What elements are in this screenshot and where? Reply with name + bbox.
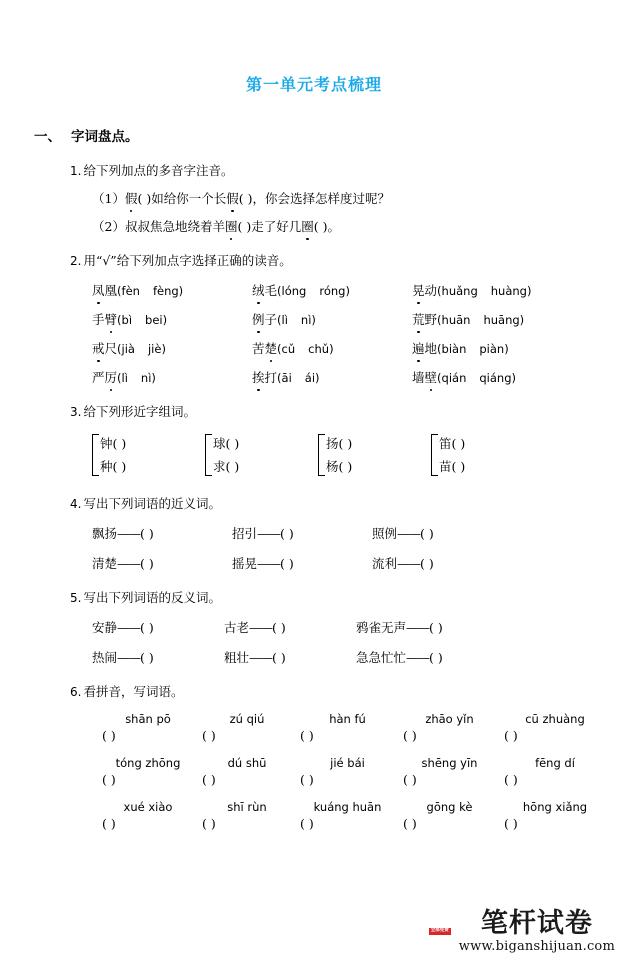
answer-blank[interactable]: ( ) [272, 620, 286, 635]
synonym-word: 招引 [232, 526, 258, 541]
answer-blank[interactable]: ( ) [429, 650, 443, 665]
pinyin-syllable: shān pō [125, 712, 171, 726]
page-title: 第一单元考点梳理 [245, 75, 382, 94]
q1-l1-dotted-char-2: 假 [226, 191, 239, 206]
pinyin-syllable: xué xiào [123, 800, 173, 814]
question-1-title [70, 161, 628, 179]
pinyin-word-dotted: 楚 [264, 341, 278, 356]
answer-blank[interactable]: ( ) [112, 459, 127, 474]
question-5 [70, 588, 628, 666]
dash-icon: —— [117, 526, 141, 541]
similar-char: 笛 [439, 436, 452, 451]
question-5-text: 写出下列词语的反义词。 [83, 590, 221, 605]
question-3 [70, 402, 628, 478]
q1-l2-mid: 走了好几 [251, 219, 302, 234]
pinyin-word-post: 子 [264, 312, 278, 327]
pinyin-option-b[interactable]: bei [145, 313, 163, 327]
pinyin-choice-item[interactable]: 遍地(biàn piàn) [412, 341, 509, 356]
pinyin-option-a[interactable]: qián [441, 371, 467, 385]
pinyin-word-post: 凰 [104, 283, 118, 298]
q1-l1-tail: ，你会选择怎样度过呢？ [252, 191, 390, 206]
question-1-number: 1. [70, 164, 82, 178]
answer-blank[interactable]: ( ) [504, 816, 518, 831]
similar-char-group [318, 432, 431, 478]
dash-icon: —— [117, 620, 141, 635]
synonym-word: 流利 [372, 556, 398, 571]
antonym-word: 急急忙忙 [356, 650, 407, 665]
antonym-item[interactable] [356, 618, 546, 636]
pinyin-option-b[interactable]: chǔ [308, 342, 330, 356]
answer-blank[interactable]: ( ) [140, 650, 154, 665]
pinyin-option-a[interactable]: jià [121, 342, 135, 356]
pinyin-option-b[interactable]: huàng [490, 284, 527, 298]
pinyin-word-dotted: 壁 [424, 370, 438, 385]
answer-blank[interactable]: ( ) [280, 556, 294, 571]
pinyin-word-post: 动 [424, 283, 438, 298]
dash-icon: —— [397, 556, 421, 571]
pinyin-word-post: 野 [424, 312, 438, 327]
question-3-text: 给下列形近字组词。 [83, 404, 196, 419]
pinyin-option-b[interactable]: ái [304, 371, 316, 385]
question-6-title [70, 682, 628, 700]
answer-blank[interactable]: ( ) [140, 620, 154, 635]
q1-l2-blank-1[interactable]: ( ) [237, 219, 252, 234]
pinyin-option-a[interactable]: huǎng [441, 284, 478, 298]
dash-icon: —— [406, 620, 430, 635]
pinyin-option-a[interactable]: cǔ [281, 342, 296, 356]
antonym-item[interactable] [356, 648, 546, 666]
dash-icon: —— [249, 620, 273, 635]
dash-icon: —— [397, 526, 421, 541]
pinyin-word-pre: 手 [92, 312, 105, 327]
similar-char-group [205, 432, 318, 478]
brace-icon [92, 434, 99, 476]
pinyin-syllable: hàn fú [329, 712, 366, 726]
question-6-number: 6. [70, 685, 82, 699]
pinyin-choice-item[interactable]: 墙壁(qián qiáng) [412, 370, 517, 385]
question-6-grid [98, 712, 628, 831]
answer-blank[interactable]: ( ) [202, 728, 216, 743]
dash-icon: —— [257, 526, 281, 541]
answer-blank[interactable]: ( ) [225, 436, 240, 451]
question-1-line-1 [92, 189, 628, 207]
dash-icon: —— [249, 650, 273, 665]
question-4-title [70, 494, 628, 512]
pinyin-choice-item[interactable]: 戒尺(jià jiè) [92, 341, 166, 356]
pinyin-choice-item[interactable]: 挨打(āi ái) [252, 370, 320, 385]
answer-blank[interactable]: ( ) [102, 816, 116, 831]
dash-icon: —— [406, 650, 430, 665]
similar-char: 种 [100, 459, 113, 474]
q1-l2-blank-2[interactable]: ( ) [313, 219, 328, 234]
answer-blank[interactable]: ( ) [300, 728, 314, 743]
pinyin-syllable: zhāo yǐn [425, 712, 474, 726]
answer-blank[interactable]: ( ) [202, 772, 216, 787]
pinyin-syllable: cū zhuàng [525, 712, 585, 726]
similar-char-group [431, 432, 544, 478]
pinyin-word-dotted: 凤 [92, 283, 105, 298]
pinyin-syllable: zú qiú [229, 712, 265, 726]
brace-icon [318, 434, 325, 476]
question-5-grid [92, 618, 628, 666]
pinyin-word-dotted: 遍 [412, 341, 425, 356]
answer-blank[interactable]: ( ) [451, 436, 466, 451]
answer-blank[interactable]: ( ) [451, 459, 466, 474]
pinyin-syllable-row [98, 756, 628, 770]
pinyin-option-a[interactable]: lóng [281, 284, 307, 298]
similar-char: 求 [213, 459, 226, 474]
q1-l2-head: 叔叔焦急地绕着羊 [124, 219, 225, 234]
pinyin-word-pre: 墙 [412, 370, 425, 385]
q1-l2-label: （2） [92, 219, 125, 234]
pinyin-word-pre: 苦 [252, 341, 265, 356]
similar-char-row[interactable] [326, 432, 352, 455]
question-2-title [70, 251, 628, 269]
q1-l1-mid: 如给你一个长 [151, 191, 227, 206]
pinyin-syllable-row [98, 800, 628, 814]
question-4-grid [92, 524, 628, 572]
similar-char-row[interactable] [326, 455, 352, 478]
pinyin-word-dotted: 戒 [92, 341, 105, 356]
pinyin-choice-item[interactable]: 苦楚(cǔ chǔ) [252, 341, 334, 356]
dash-icon: —— [117, 556, 141, 571]
pinyin-option-a[interactable]: lì [281, 313, 288, 327]
question-4-text: 写出下列词语的近义词。 [83, 496, 221, 511]
pinyin-answer-row [98, 728, 628, 743]
pinyin-word-post: 地 [424, 341, 438, 356]
q1-l1-label: （1） [92, 191, 125, 206]
pinyin-option-a[interactable]: lì [121, 371, 128, 385]
dash-icon: —— [257, 556, 281, 571]
pinyin-option-a[interactable]: biàn [441, 342, 467, 356]
answer-blank[interactable]: ( ) [420, 556, 434, 571]
answer-blank[interactable]: ( ) [102, 772, 116, 787]
pinyin-syllable: shēng yīn [421, 756, 478, 770]
watermark [430, 908, 615, 954]
answer-blank[interactable]: ( ) [280, 526, 294, 541]
similar-char: 扬 [326, 436, 339, 451]
pinyin-option-a[interactable]: huān [441, 313, 471, 327]
question-4-number: 4. [70, 497, 82, 511]
similar-char-row[interactable] [439, 455, 465, 478]
pinyin-option-b[interactable]: róng [319, 284, 346, 298]
question-3-grid [92, 432, 628, 478]
pinyin-option-b[interactable]: piàn [479, 342, 505, 356]
synonym-word: 清楚 [92, 556, 118, 571]
pinyin-word-dotted: 绒 [252, 283, 265, 298]
answer-blank[interactable]: ( ) [504, 772, 518, 787]
pinyin-choice-item[interactable]: 荒野(huān huāng) [412, 312, 525, 327]
answer-blank[interactable]: ( ) [338, 436, 353, 451]
pinyin-option-b[interactable]: jiè [147, 342, 162, 356]
section-heading [34, 125, 628, 145]
synonym-item[interactable] [232, 524, 372, 542]
answer-blank[interactable]: ( ) [140, 526, 154, 541]
pinyin-option-b[interactable]: nì [140, 371, 152, 385]
pinyin-word-dotted: 臂 [104, 312, 118, 327]
pinyin-word-dotted: 晃 [412, 283, 425, 298]
pinyin-word-post: 尺 [104, 341, 118, 356]
answer-blank[interactable]: ( ) [403, 772, 417, 787]
answer-blank[interactable]: ( ) [403, 816, 417, 831]
similar-char: 球 [213, 436, 226, 451]
q1-l1-blank-2[interactable]: ( ) [238, 191, 253, 206]
pinyin-syllable: fēng dí [535, 756, 575, 770]
antonym-word: 热闹 [92, 650, 118, 665]
question-4 [70, 494, 628, 572]
question-6 [70, 682, 628, 831]
antonym-item[interactable] [92, 648, 224, 666]
pinyin-choice-item[interactable]: 严厉(lì nì) [92, 370, 156, 385]
pinyin-option-a[interactable]: fèn [121, 284, 140, 298]
synonym-item[interactable] [232, 554, 372, 572]
pinyin-syllable: dú shū [227, 756, 267, 770]
antonym-word: 鸦雀无声 [356, 620, 407, 635]
question-6-text: 看拼音，写词语。 [83, 684, 184, 699]
question-2 [70, 251, 628, 386]
watermark-badge: 全部免费 [430, 928, 449, 934]
similar-char-row[interactable] [213, 455, 239, 478]
antonym-item[interactable] [92, 618, 224, 636]
watermark-brand-text: 笔杆试卷 [480, 908, 593, 939]
q1-l1-blank-1[interactable]: ( ) [137, 191, 152, 206]
similar-char-row[interactable] [100, 432, 126, 455]
pinyin-choice-item[interactable]: 手臂(bì bei) [92, 312, 168, 327]
synonym-word: 飘扬 [92, 526, 118, 541]
pinyin-option-b[interactable]: fèng [152, 284, 179, 298]
antonym-word: 古老 [224, 620, 250, 635]
question-1 [70, 161, 628, 235]
watermark-url: www.biganshijuan.com [458, 939, 615, 954]
similar-char: 苗 [439, 459, 452, 474]
pinyin-option-b[interactable]: qiáng [479, 371, 512, 385]
answer-blank[interactable]: ( ) [420, 526, 434, 541]
question-2-grid [92, 281, 628, 386]
pinyin-word-dotted: 荒 [412, 312, 425, 327]
pinyin-choice-item[interactable]: 绒毛(lóng róng) [252, 283, 350, 298]
similar-char-row[interactable] [100, 455, 126, 478]
answer-blank[interactable]: ( ) [504, 728, 518, 743]
watermark-brand [430, 908, 615, 939]
antonym-item[interactable] [224, 648, 356, 666]
similar-char-row[interactable] [213, 432, 239, 455]
question-1-text: 给下列加点的多音字注音。 [83, 163, 234, 178]
pinyin-word-dotted: 挨 [252, 370, 265, 385]
pinyin-syllable: kuáng huān [313, 800, 382, 814]
answer-blank[interactable]: ( ) [429, 620, 443, 635]
synonym-word: 摇晃 [232, 556, 258, 571]
pinyin-choice-item[interactable]: 凤凰(fèn fèng) [92, 283, 184, 298]
synonym-word: 照例 [372, 526, 398, 541]
question-2-number: 2. [70, 254, 82, 268]
synonym-item[interactable] [372, 524, 522, 542]
pinyin-word-dotted: 厉 [104, 370, 118, 385]
answer-blank[interactable]: ( ) [112, 436, 127, 451]
pinyin-word-dotted: 例 [252, 312, 265, 327]
question-5-number: 5. [70, 591, 82, 605]
section-number: 一、 [34, 129, 61, 145]
pinyin-syllable: tóng zhōng [115, 756, 181, 770]
pinyin-syllable: hōng xiǎng [522, 800, 588, 814]
question-5-title [70, 588, 628, 606]
answer-blank[interactable]: ( ) [338, 459, 353, 474]
antonym-word: 粗壮 [224, 650, 250, 665]
similar-char-group [92, 432, 205, 478]
question-2-text: 用“√”给下列加点字选择正确的读音。 [83, 253, 292, 268]
dash-icon: —— [117, 650, 141, 665]
pinyin-word-pre: 严 [92, 370, 105, 385]
pinyin-choice-item[interactable]: 例子(lì nì) [252, 312, 316, 327]
answer-blank[interactable]: ( ) [202, 816, 216, 831]
q1-l2-dotted-char-2: 圈 [301, 219, 314, 234]
answer-blank[interactable]: ( ) [140, 556, 154, 571]
section-label: 字词盘点。 [71, 129, 139, 145]
answer-blank[interactable]: ( ) [225, 459, 240, 474]
q1-l1-dotted-char-1: 假 [124, 191, 138, 206]
question-1-line-2 [92, 217, 628, 235]
antonym-word: 安静 [92, 620, 118, 635]
pinyin-option-a[interactable]: āi [281, 371, 292, 385]
pinyin-word-post: 毛 [264, 283, 278, 298]
answer-blank[interactable]: ( ) [102, 728, 116, 743]
pinyin-answer-row [98, 772, 628, 787]
pinyin-option-b[interactable]: nì [300, 313, 312, 327]
similar-char: 钟 [100, 436, 113, 451]
question-3-title [70, 402, 628, 420]
pinyin-syllable-row [98, 712, 628, 726]
answer-blank[interactable]: ( ) [272, 650, 286, 665]
pinyin-option-b[interactable]: huāng [483, 313, 520, 327]
question-3-number: 3. [70, 405, 82, 419]
pinyin-word-post: 打 [264, 370, 278, 385]
answer-blank[interactable]: ( ) [300, 816, 314, 831]
brace-icon [205, 434, 212, 476]
similar-char: 杨 [326, 459, 339, 474]
q1-l2-dotted-char-1: 圈 [224, 219, 238, 234]
similar-char-row[interactable] [439, 432, 465, 455]
pinyin-syllable: shī rùn [227, 800, 267, 814]
question-1-body [92, 189, 628, 235]
synonym-item[interactable] [92, 524, 232, 542]
synonym-item[interactable] [372, 554, 522, 572]
worksheet-page [0, 72, 628, 963]
synonym-item[interactable] [92, 554, 232, 572]
answer-blank[interactable]: ( ) [403, 728, 417, 743]
pinyin-option-a[interactable]: bì [121, 313, 133, 327]
pinyin-syllable: jié bái [330, 756, 365, 770]
q1-l2-tail: 。 [327, 219, 340, 234]
answer-blank[interactable]: ( ) [300, 772, 314, 787]
pinyin-answer-row [98, 816, 628, 831]
pinyin-choice-item[interactable]: 晃动(huǎng huàng) [412, 283, 532, 298]
pinyin-syllable: gōng kè [426, 800, 473, 814]
brace-icon [431, 434, 438, 476]
antonym-item[interactable] [224, 618, 356, 636]
